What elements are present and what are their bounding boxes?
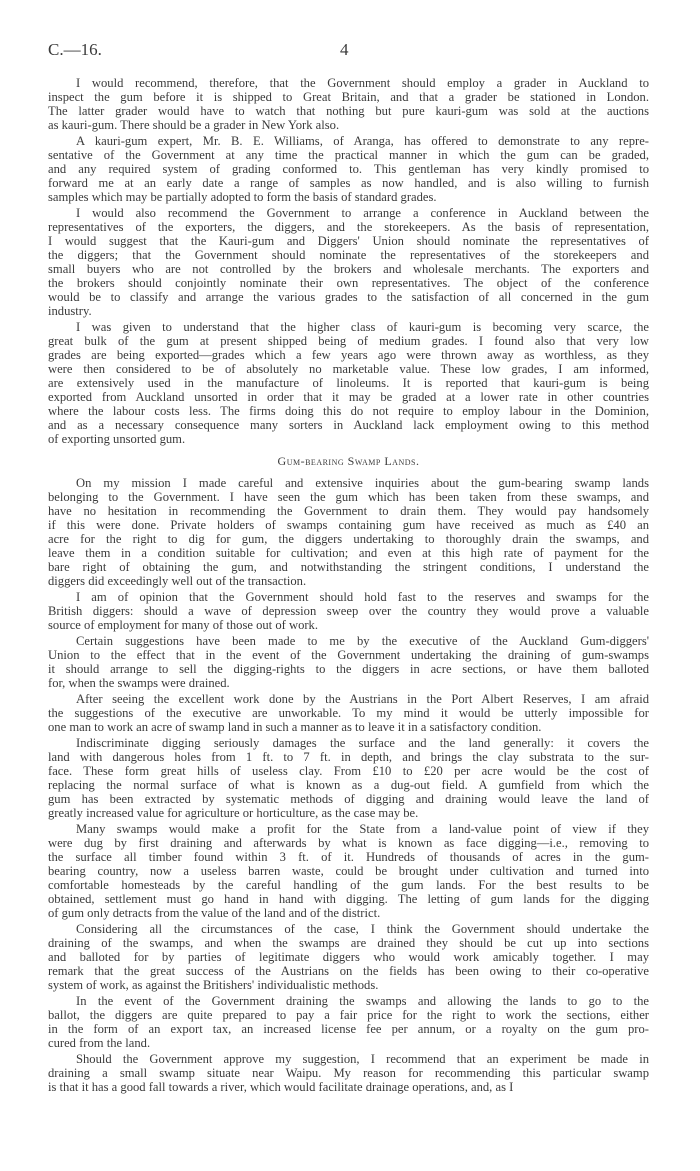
text-line: Union to the effect that in the event of the Government undertaking the draining of gum-swamps [48,648,649,662]
text-line: acre for the right to dig for gum, the diggers undertaking to thoroughly drain the swamps, and [48,532,649,546]
text-line: forward me at an early date a range of samples as now handled, and is also willing to furnish [48,176,649,190]
text-line: British diggers: should a wave of depression sweep over the country they would prove a valuable [48,604,649,618]
paragraphs-after-heading [48,476,649,1094]
text-line: Certain suggestions have been made to me by the executive of the Auckland Gum-diggers' [76,634,649,648]
text-line: is that it has a good fall towards a river, which would facilitate drainage operations, and, as I [48,1080,514,1094]
text-line: industry. [48,304,92,318]
text-line: for, when the swamps were drained. [48,676,230,690]
paragraph [48,736,649,820]
paragraph [48,134,649,204]
page-header [48,40,652,60]
text-line: exported from Auckland unsorted in order that it may be graded at a lower rate in other countries [48,390,649,404]
text-line: and any required system of grading conformed to. This gentleman has very kindly promised to [48,162,649,176]
text-line: I would also recommend the Government to arrange a conference in Auckland between the [76,206,649,220]
text-line: of gum only detracts from the value of the land and of the district. [48,906,381,920]
text-line: remark that the great success of the Austrians on the fields has been owing to their co-operative [48,964,649,978]
text-line: obtained, settlement must go hand in hand with digging. The letting of gum lands for the digging [48,892,649,906]
text-line: I would recommend, therefore, that the Government should employ a grader in Auckland to [76,76,649,90]
text-line: system of work, as against the Britishers' individualistic methods. [48,978,379,992]
paragraph [48,922,649,992]
text-line: bare right of obtaining the gum, and notwithstanding the stringent conditions, I understand the [48,560,649,574]
text-line: Considering all the circumstances of the case, I think the Government should undertake the [76,922,649,936]
text-line: representatives of the exporters, the diggers, and the storekeepers. As the basis of representation, [48,220,649,234]
text-line: Indiscriminate digging seriously damages the surface and the land generally: it covers the [76,736,649,750]
section-heading: Gum-bearing Swamp Lands. [277,454,420,468]
text-line: land with dangerous holes from 1 ft. to 7 ft. in depth, and brings the clay substrata to the sur- [48,750,649,764]
text-line: the brokers should conjointly nominate their own representatives. The object of the conference [48,276,649,290]
text-line: if this were done. Private holders of swamps containing gum have received as much as £40 an [48,518,649,532]
paragraph [48,692,649,734]
paragraph [48,206,649,318]
text-line: have no hesitation in recommending the Government to drain them. They would pay handsomely [48,504,649,518]
paragraph [48,320,649,446]
text-line: leave them in a condition suitable for cultivation; and even at this high rate of payment for the [48,546,649,560]
text-line: draining a small swamp situate near Waipu. My reason for recommending this particular swamp [48,1066,649,1080]
text-line: were then considered to be of absolutely no marketable value. These low grades, I am informed, [48,362,649,376]
paragraph [48,1052,649,1094]
text-line: are extensively used in the manufacture of linoleums. It is reported that kauri-gum is being [48,376,649,390]
text-line: source of employment for many of those out of work. [48,618,319,632]
text-line: Should the Government approve my suggestion, I recommend that an experiment be made in [76,1052,649,1066]
text-line: replacing the normal surface of what is known as a dug-out field. A gumfield from which the [48,778,649,792]
text-line: the suggestions of the executive are unworkable. To my mind it would be utterly impossible for [48,706,649,720]
text-line: in the form of an export tax, an increased license fee per annum, or a royalty on the gum pro- [48,1022,649,1036]
text-line: and balloted for by parties of legitimate diggers who would work amicably together. I may [48,950,649,964]
paragraph [48,76,649,132]
text-line: one man to work an acre of swamp land in such a manner as to leave it in a satisfactory condition. [48,720,542,734]
text-line: it should arrange to sell the digging-rights to the diggers in acre sections, or have them balloted [48,662,649,676]
text-line: of exporting unsorted gum. [48,432,186,446]
text-line: and as a necessary consequence many sorters in Auckland lack employment owing to this method [48,418,649,432]
text-line: cured from the land. [48,1036,151,1050]
text-line: belonging to the Government. I have seen the gum which has been taken from these swamps, and [48,490,649,504]
text-line: great bulk of the gum at present shipped being of medium grades. I found also that very low [48,334,649,348]
document-body [48,74,649,1094]
text-line: gum has been extracted by systematic methods of digging and draining would leave the land of [48,792,649,806]
text-line: where the labour costs less. The firms doing this do not require to employ labour in the Dominion, [48,404,649,418]
text-line: would be to classify and arrange the various grades to the satisfaction of all concerned in the gum [48,290,649,304]
text-line: sentative of the Government at any time the practical manner in which the gum can be graded, [48,148,649,162]
text-line: The latter grader would have to watch that nothing but pure kauri-gum was sold at the auctions [48,104,649,118]
text-line: I am of opinion that the Government should hold fast to the reserves and swamps for the [76,590,649,604]
text-line: face. These form great hills of useless clay. From £10 to £20 per acre would be the cost of [48,764,649,778]
text-line: On my mission I made careful and extensive inquiries about the gum-bearing swamp lands [76,476,649,490]
document-reference: C.—16. [48,40,102,59]
text-line: greatly increased value for agriculture or horticulture, as the case may be. [48,806,419,820]
page-number: 4 [340,40,349,59]
text-line: the diggers; that the Government should nominate the representatives of the storekeepers and [48,248,649,262]
paragraph [48,590,649,632]
paragraph [48,994,649,1050]
text-line: After seeing the excellent work done by the Austrians in the Port Albert Reserves, I am afraid [76,692,649,706]
text-line: the surface all timber found within 3 ft. of it. Hundreds of thousands of acres in the gum- [48,850,649,864]
text-line: Many swamps would make a profit for the State from a land-value point of view if they [76,822,649,836]
text-line: inspect the gum before it is shipped to Great Britain, and that a grader be stationed in London. [48,90,649,104]
text-line: I would suggest that the Kauri-gum and Diggers' Union should nominate the representatives of [48,234,649,248]
text-line: diggers did exceedingly well out of the transaction. [48,574,307,588]
text-line: samples which may be partially adopted to form the basis of standard grades. [48,190,437,204]
text-line: bearing country, now a useless barren waste, could be brought under cultivation and turned into [48,864,649,878]
text-line: grades are being exported—grades which a few years ago were thrown away as worthless, as they [48,348,649,362]
text-line: I was given to understand that the higher class of kauri-gum is becoming very scarce, the [76,320,649,334]
paragraph [48,476,649,588]
paragraph [48,634,649,690]
paragraphs-before-heading [48,76,649,446]
text-line: were dug by first draining and afterwards by what is known as face digging—i.e., removing to [48,836,649,850]
text-line: comfortable homesteads by the careful handling of the gum lands. For the best results to be [48,878,649,892]
text-line: draining of the swamps, and when the swamps are drained they should be cut up into sections [48,936,649,950]
text-line: small buyers who are not controlled by the brokers and wholesale merchants. The exporters and [48,262,649,276]
text-line: A kauri-gum expert, Mr. B. E. Williams, of Aranga, has offered to demonstrate to any repre- [76,134,649,148]
text-line: ballot, the diggers are quite prepared to pay a fair price for the right to work the sections, either [48,1008,649,1022]
text-line: In the event of the Government draining the swamps and allowing the lands to go to the [76,994,649,1008]
paragraph [48,822,649,920]
text-line: as kauri-gum. There should be a grader in New York also. [48,118,340,132]
